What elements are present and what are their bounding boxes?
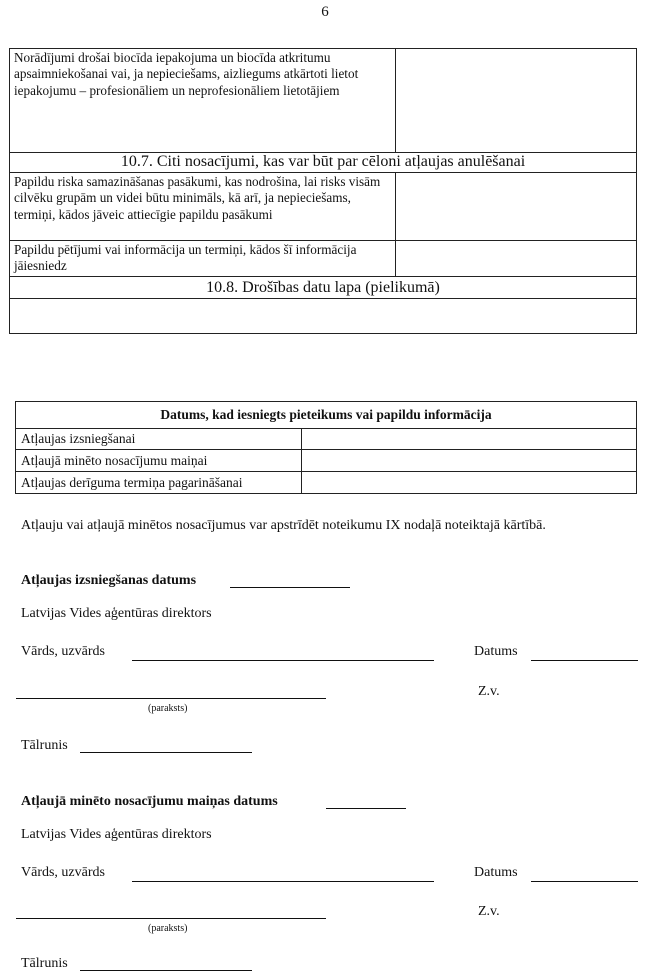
additional-studies-value <box>396 241 636 276</box>
name-label: Vārds, uzvārds <box>21 644 105 659</box>
table-header: Datums, kad iesniegts pieteikums vai papildu informācija <box>16 402 636 429</box>
row-label: Atļaujas izsniegšanai <box>16 428 302 449</box>
row-label: Atļaujas derīguma termiņa pagarināšanai <box>16 472 302 494</box>
packaging-instructions-value <box>396 49 636 152</box>
table-row <box>10 49 636 153</box>
table-row <box>16 428 636 450</box>
submission-dates-table <box>15 401 637 494</box>
date-label: Datums <box>474 644 518 659</box>
date-label: Datums <box>474 865 518 880</box>
safety-data-sheet-cell <box>10 299 636 333</box>
name-line <box>132 881 434 882</box>
section-heading-10-8: 10.8. Drošības datu lapa (pielikumā) <box>10 277 636 299</box>
agency-director: Latvijas Vides aģentūras direktors <box>21 606 212 621</box>
conditions-table <box>9 48 637 334</box>
row-label: Atļaujā minēto nosacījumu maiņai <box>16 450 302 471</box>
change-date-line <box>326 808 406 809</box>
table-row <box>16 450 636 472</box>
additional-studies-cell: Papildu pētījumi vai informācija un termiņi, kādos šī informācija jāiesniedz <box>10 241 396 276</box>
date-line <box>531 881 638 882</box>
agency-director: Latvijas Vides aģentūras direktors <box>21 827 212 842</box>
page-number: 6 <box>321 4 329 20</box>
appeal-text: Atļauju vai atļaujā minētos nosacījumus var apstrīdēt noteikumu IX nodaļā noteiktajā kārtībā. <box>21 518 546 533</box>
table-row <box>16 472 636 494</box>
phone-label: Tālrunis <box>21 956 68 971</box>
table-row <box>10 241 636 277</box>
risk-measures-value <box>396 173 636 240</box>
change-date-title: Atļaujā minēto nosacījumu maiņas datums <box>21 794 278 809</box>
phone-line <box>80 752 252 753</box>
date-line <box>531 660 638 661</box>
signature-line <box>16 698 326 699</box>
issue-date-line <box>230 587 350 588</box>
signature-label: (paraksts) <box>148 923 188 934</box>
section-heading-10-7: 10.7. Citi nosacījumi, kas var būt par cēloni atļaujas anulēšanai <box>10 153 636 173</box>
signature-line <box>16 918 326 919</box>
name-label: Vārds, uzvārds <box>21 865 105 880</box>
packaging-instructions-cell: Norādījumi drošai biocīda iepakojuma un biocīda atkritumu apsaimniekošanai vai, ja nepieciešams, aizliegums atkārtoti lietot iepakojumu – profesionāliem un neprofesionāliem lietotājiem <box>10 49 396 152</box>
phone-line <box>80 970 252 971</box>
name-line <box>132 660 434 661</box>
stamp-label: Z.v. <box>478 904 500 919</box>
issue-date-title: Atļaujas izsniegšanas datums <box>21 573 197 588</box>
phone-label: Tālrunis <box>21 738 68 753</box>
table-row <box>10 173 636 241</box>
risk-measures-cell: Papildu riska samazināšanas pasākumi, kas nodrošina, lai risks visām cilvēku grupām un videi būtu minimāls, kā arī, ja nepieciešams, termiņi, kādos jāveic attiecīgie papildu pasākumi <box>10 173 396 240</box>
signature-label: (paraksts) <box>148 703 188 714</box>
stamp-label: Z.v. <box>478 684 500 699</box>
